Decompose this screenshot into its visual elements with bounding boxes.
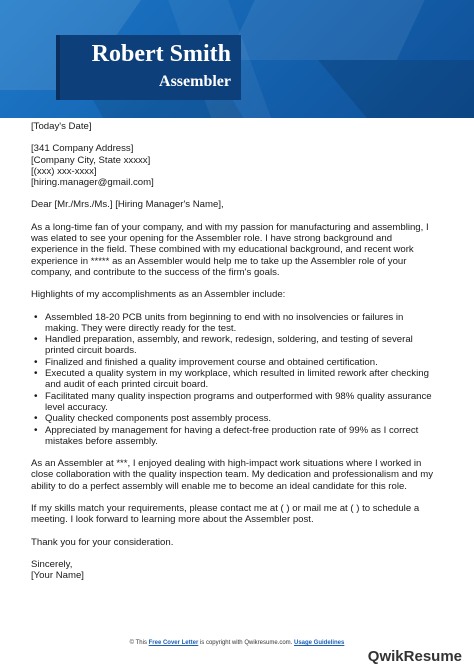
footer-middle: is copyright with Qwikresume.com.	[198, 640, 294, 646]
list-item	[45, 334, 446, 357]
list-item	[45, 413, 446, 424]
list-item	[45, 312, 446, 335]
decor-facet	[227, 0, 444, 60]
list-item-line: • Quality checked components post assembly process.	[45, 413, 272, 425]
highlights-list	[31, 312, 446, 448]
name-box	[56, 35, 241, 100]
letter-body	[31, 121, 446, 582]
body-line: ability to do a perfect assembly will enable me to become an ideal candidate for this role.	[31, 480, 407, 492]
intro-line: company, and contribute to the success of the firm's goals.	[31, 266, 280, 278]
list-item-line: • Appreciated by management for having a defect-free production rate of 99% as I correct	[45, 424, 419, 436]
list-item-line: mistakes before assembly.	[45, 435, 158, 447]
closing-line: meeting. I look forward to learning more about the Assembler post.	[31, 514, 314, 526]
footer-copyright	[0, 640, 474, 646]
qwikresume-logo	[368, 648, 462, 665]
list-item-line: • Assembled 18-20 PCB units from beginning to end with no insolvencies or failures in	[45, 311, 404, 323]
signature: [Your Name]	[31, 570, 84, 582]
highlights-intro: Highlights of my accomplishments as an Assembler include:	[31, 289, 286, 301]
list-item-line: printed circuit boards.	[45, 345, 137, 357]
list-item-line: • Finalized and finished a quality improvement course and obtained certification.	[45, 356, 378, 368]
salutation: Dear [Mr./Mrs./Ms.] [Hiring Manager's Name],	[31, 199, 224, 211]
address-line: [Company City, State xxxxx]	[31, 154, 151, 166]
applicant-name: Robert Smith	[91, 41, 231, 67]
applicant-job-title: Assembler	[159, 73, 231, 90]
list-item-line: • Executed a quality system in my workplace, which resulted in limited rework after checking	[45, 368, 429, 380]
intro-line: experience in ***** as an Assembler would help me to take up the Assembler role of your	[31, 255, 407, 267]
list-item	[45, 357, 446, 368]
usage-guidelines-link[interactable]: Usage Guidelines	[294, 640, 345, 646]
decor-facet	[318, 60, 474, 118]
list-item	[45, 391, 446, 414]
address-line: [341 Company Address]	[31, 143, 134, 155]
letter-date: [Today's Date]	[31, 121, 92, 132]
list-item-line: level accuracy.	[45, 401, 108, 413]
logo-part-resume: Resume	[403, 648, 462, 665]
thanks-line: Thank you for your consideration.	[31, 536, 174, 548]
list-item-line: • Handled preparation, assembly, and rework, redesign, soldering, and testing of several	[45, 334, 413, 346]
intro-line: As a long-time fan of your company, and with my passion for manufacturing and assembling, I	[31, 221, 429, 233]
list-item-line: making. They were directly ready for the test.	[45, 322, 237, 334]
logo-part-qwik: Qwik	[367, 648, 404, 665]
list-item-line: • Facilitated many quality inspection programs and outperformed with 98% quality assurance	[45, 390, 432, 402]
intro-line: experience in the field. These combined with my educational background, and recent work	[31, 244, 414, 256]
header-banner	[0, 0, 474, 118]
list-item-line: and audit of each printed circuit board.	[45, 379, 209, 391]
address-line: [(xxx) xxx-xxxx]	[31, 165, 97, 177]
address-line: [hiring.manager@gmail.com]	[31, 177, 154, 189]
footer-prefix: © This	[129, 640, 149, 646]
list-item	[45, 425, 446, 448]
free-cover-letter-link[interactable]: Free Cover Letter	[148, 640, 199, 646]
body-line: As an Assembler at ***, I enjoyed dealing with high-impact work situations where I worked in	[31, 458, 422, 470]
closing-line: If my skills match your requirements, please contact me at ( ) or mail me at ( ) to schedule a	[31, 503, 420, 515]
signoff: Sincerely,	[31, 558, 73, 570]
body-line: close collaboration with the quality inspection team. My dedication and professionalism and my	[31, 469, 434, 481]
intro-line: was elated to see your opening for the Assembler role. I have strong background and	[31, 233, 393, 245]
list-item	[45, 368, 446, 391]
